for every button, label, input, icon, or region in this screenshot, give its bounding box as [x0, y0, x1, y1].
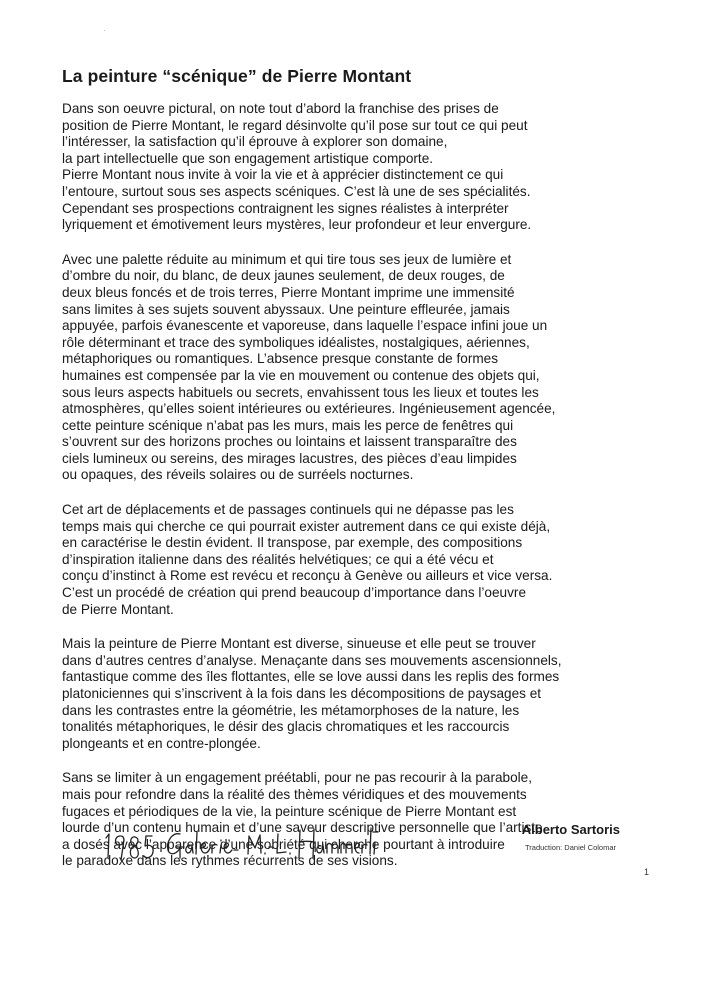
handwritten-note	[100, 820, 380, 870]
text-line: d’inspiration italienne dans des réalités helvétiques; ce qui a été vécu et	[62, 551, 494, 567]
author-signature: Alberto Sartoris	[521, 822, 620, 837]
text-line: atmosphères, qu’elles soient intérieures ou extérieures. Ingénieusement agencée,	[62, 401, 556, 417]
text-line: Dans son oeuvre pictural, on note tout d’abord la franchise des prises de	[62, 101, 499, 116]
text-line: tonalités métaphoriques, le désir des glacis chromatiques et les raccourcis	[62, 719, 510, 735]
text-line: l’entoure, surtout sous ses aspects scéniques. C’est là une de ses spécialités.	[62, 183, 531, 199]
text-line: appuyée, parfois évanescente et vaporeuse, dans laquelle l’espace infini joue un	[62, 318, 548, 334]
text-line: mais pour refondre dans la réalité des thèmes véridiques et des mouvements	[62, 786, 527, 802]
translation-credit: Traduction: Daniel Colomar	[524, 843, 616, 852]
text-line: position de Pierre Montant, le regard désinvolte qu’il pose sur tout ce qui peut	[62, 117, 528, 133]
text-line: ciels lumineux ou sereins, des mirages lacustres, des pièces d’eau limpides	[62, 450, 517, 466]
paragraph	[62, 502, 662, 618]
text-line: Cependant ses prospections contraignent les signes réalistes à interpréter	[62, 200, 509, 216]
text-line: a dosés avec l’apparence d’une sobriété qui cherche pourtant à introduire	[62, 836, 505, 852]
text-line: temps mais qui cherche ce qui pourrait exister autrement dans ce qui existe déjà,	[62, 518, 551, 534]
text-line: de Pierre Montant.	[62, 601, 174, 617]
text-line: fantastique comme des îles flottantes, elle se love aussi dans les replis des formes	[62, 669, 560, 685]
page-number: 1	[644, 867, 650, 877]
text-line: C’est un procédé de création qui prend beaucoup d’importance dans l’oeuvre	[62, 585, 526, 601]
text-line: rôle déterminant et trace des symboliques idéalistes, nostalgiques, aériennes,	[62, 334, 530, 350]
text-line: Pierre Montant nous invite à voir la vie et à apprécier distinctement ce qui	[62, 167, 504, 183]
scan-speck	[104, 30, 105, 31]
text-line: cette peinture scénique n’abat pas les murs, mais les perce de fenêtres qui	[62, 417, 514, 433]
text-line: dans les contrastes entre la géométrie, les métamorphoses de la nature, les	[62, 702, 520, 718]
text-line: lyriquement et émotivement leurs mystères, leur profondeur et leur envergure.	[62, 217, 532, 233]
text-line: métaphoriques ou romantiques. L’absence presque constante de formes	[62, 351, 499, 367]
paragraph	[62, 101, 662, 234]
text-line: lourde d’un contenu humain et d’une saveur descriptive personnelle que l’artiste	[62, 820, 543, 836]
document-title: La peinture “scénique” de Pierre Montant	[62, 66, 412, 86]
text-line: ou opaques, des réveils solaires ou de surréels nocturnes.	[62, 467, 414, 483]
text-line: conçu d’instinct à Rome est revécu et reconçu à Genève ou ailleurs et vice versa.	[62, 568, 553, 584]
text-line: humaines est compensée par la vie en mouvement ou contenue des objets qui,	[62, 367, 540, 383]
text-line: d’ombre du noir, du blanc, de deux jaunes seulement, de deux rouges, de	[62, 268, 505, 284]
text-line: Avec une palette réduite au minimum et qui tire tous ses jeux de lumière et	[62, 251, 512, 267]
text-line: en caractérise le destin évident. Il transpose, par exemple, des compositions	[62, 535, 523, 551]
text-line: la part intellectuelle que son engagement artistique comporte.	[62, 150, 434, 166]
text-line: l’intéresser, la satisfaction qu’il éprouve à explorer son domaine,	[62, 134, 448, 150]
text-line: Cet art de déplacements et de passages continuels qui ne dépasse pas les	[62, 502, 514, 518]
text-line: s’ouvrent sur des horizons proches ou lointains et laissent transparaître des	[62, 434, 517, 450]
text-line: Sans se limiter à un engagement préétabli, pour ne pas recourir à la parabole,	[62, 770, 533, 786]
text-line: fugaces et périodiques de la vie, la peinture scénique de Pierre Montant est	[62, 803, 517, 819]
paragraph	[62, 252, 662, 484]
text-line: sous leurs aspects habituels ou secrets, envahissent tous les lieux et toutes les	[62, 384, 539, 400]
text-line: dans d’autres centres d’analyse. Menaçante dans ses mouvements ascensionnels,	[62, 652, 562, 668]
document-body	[62, 101, 662, 888]
text-line: Mais la peinture de Pierre Montant est diverse, sinueuse et elle peut se trouver	[62, 636, 536, 652]
text-line: sans limites à ses sujets souvent abyssaux. Une peinture effleurée, jamais	[62, 301, 510, 317]
paragraph	[62, 636, 662, 752]
text-line: le paradoxe dans les rythmes récurrents de ses visions.	[62, 853, 398, 869]
text-line: platoniciennes qui s’inscrivent à la fois dans les décompositions de paysages et	[62, 686, 542, 701]
text-line: deux bleus foncés et de trois terres, Pierre Montant imprime une immensité	[62, 284, 515, 300]
text-line: plongeants et en contre-plongée.	[62, 735, 261, 751]
